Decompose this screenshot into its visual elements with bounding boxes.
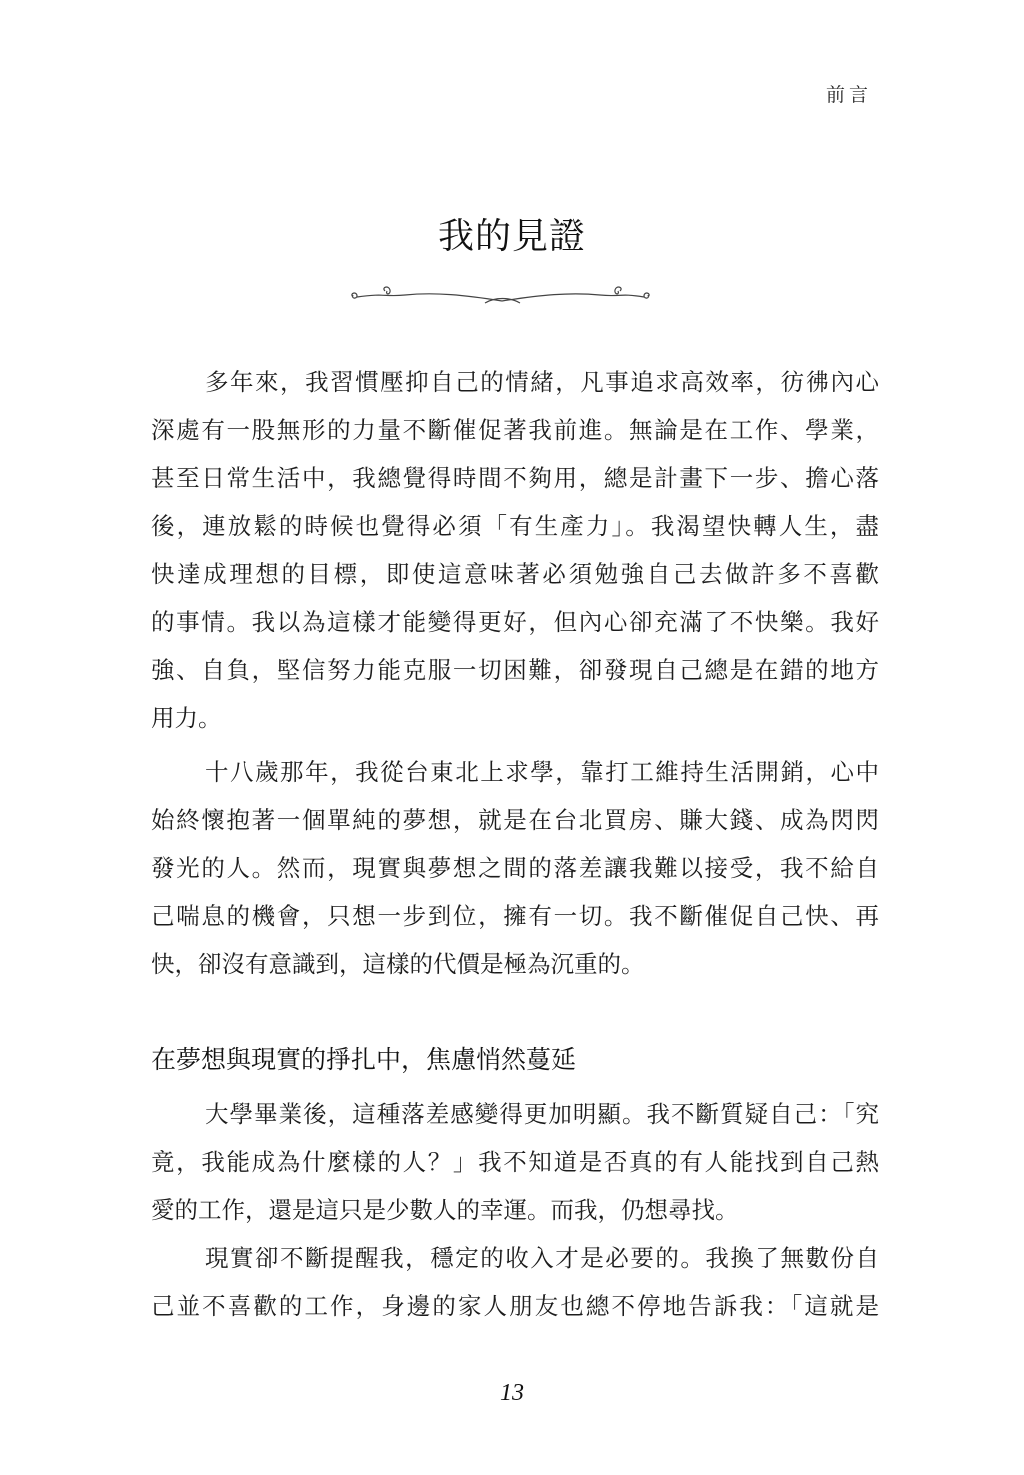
text-line: 發光的人。然而，現實與夢想之間的落差讓我難以接受，我不給自 [151, 854, 879, 882]
text-line: 用力。 [151, 704, 222, 732]
text-line: 始終懷抱著一個單純的夢想，就是在台北買房、賺大錢、成為閃閃 [151, 806, 879, 834]
paragraph-2 [151, 748, 879, 988]
running-head: 前言 [826, 84, 873, 106]
text-line: 深處有一股無形的力量不斷催促著我前進。無論是在工作、學業， [151, 416, 879, 444]
paragraph-1 [151, 358, 879, 742]
text-line: 後，連放鬆的時候也覺得必須「有生產力」。我渴望快轉人生，盡 [151, 512, 879, 540]
chapter-title: 我的見證 [437, 216, 586, 257]
text-line: 竟，我能成為什麼樣的人？」我不知道是否真的有人能找到自己熱 [151, 1148, 879, 1176]
paragraph-3 [151, 1090, 879, 1234]
text-line: 快，卻沒有意識到，這樣的代價是極為沉重的。 [151, 950, 645, 978]
ornament-divider [345, 283, 660, 315]
text-line: 快達成理想的目標，即使這意味著必須勉強自己去做許多不喜歡 [151, 560, 879, 588]
text-line: 愛的工作，還是這只是少數人的幸運。而我，仍想尋找。 [151, 1196, 739, 1224]
text-line: 多年來，我習慣壓抑自己的情緒，凡事追求高效率，彷彿內心 [205, 368, 879, 396]
text-line: 現實卻不斷提醒我，穩定的收入才是必要的。我換了無數份自 [205, 1244, 879, 1272]
text-line: 強、自負，堅信努力能克服一切困難，卻發現自己總是在錯的地方 [151, 656, 879, 684]
text-line: 甚至日常生活中，我總覺得時間不夠用，總是計畫下一步、擔心落 [151, 464, 879, 492]
section-heading: 在夢想與現實的掙扎中，焦慮悄然蔓延 [151, 1045, 577, 1074]
text-line: 大學畢業後，這種落差感變得更加明顯。我不斷質疑自己：「究 [205, 1100, 879, 1128]
text-line: 己喘息的機會，只想一步到位，擁有一切。我不斷催促自己快、再 [151, 902, 879, 930]
paragraph-4 [151, 1234, 879, 1330]
page-number: 13 [500, 1380, 524, 1406]
text-line: 十八歲那年，我從台東北上求學，靠打工維持生活開銷，心中 [205, 758, 879, 786]
text-line: 的事情。我以為這樣才能變得更好，但內心卻充滿了不快樂。我好 [151, 608, 879, 636]
text-line: 己並不喜歡的工作，身邊的家人朋友也總不停地告訴我：「這就是 [151, 1292, 879, 1320]
